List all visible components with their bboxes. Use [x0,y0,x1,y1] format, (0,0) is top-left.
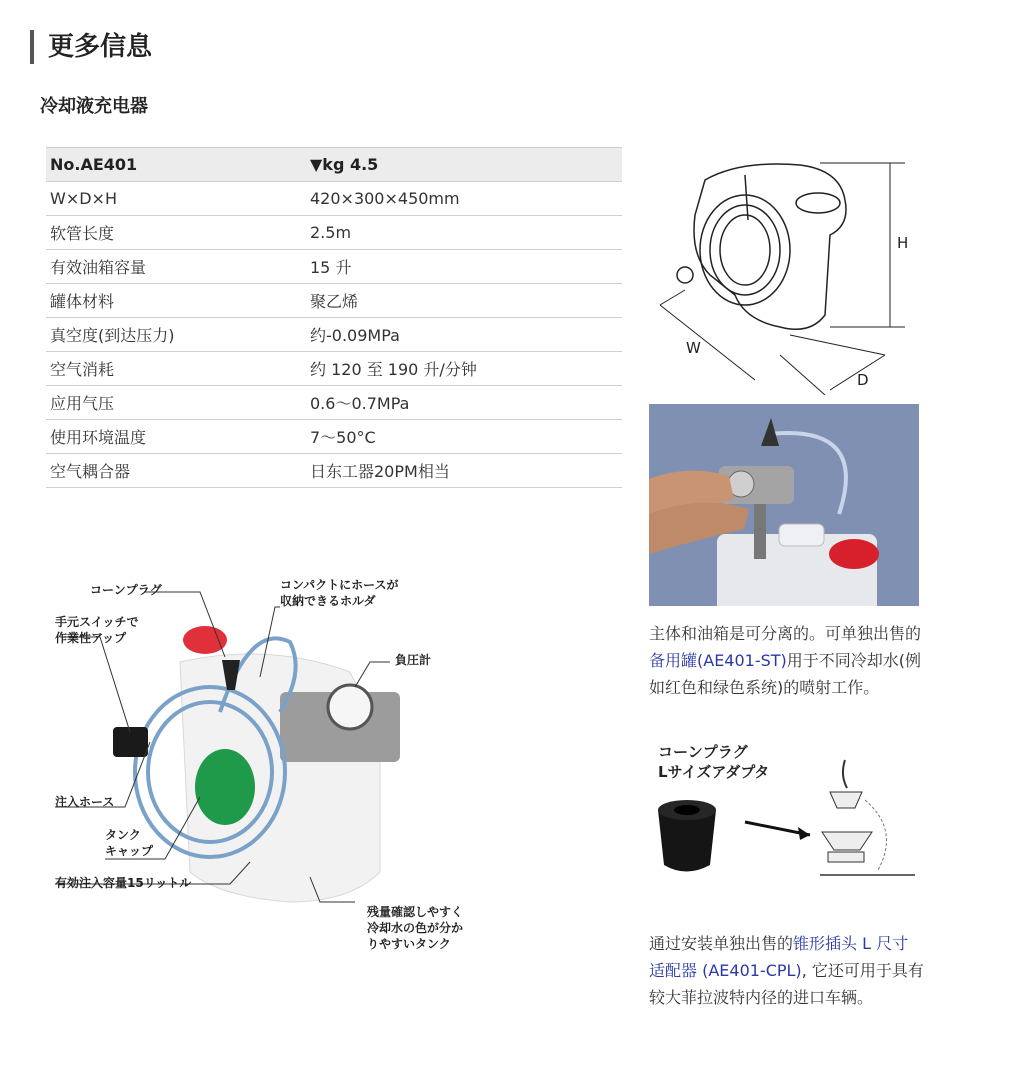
spec-value: 0.6～0.7MPa [306,386,622,420]
spec-label: 罐体材料 [46,284,306,318]
spec-row [46,250,622,284]
spec-value: 约-0.09MPa [306,318,622,352]
spec-row [46,352,622,386]
spec-label: 空气耦合器 [46,454,306,488]
caption1-post: 用于不同冷却水(例如红色和绿色系统)的喷射工作。 [649,651,922,697]
weight: ▼kg 4.5 [306,148,622,182]
adapter-label-1: コーンプラグ [658,743,748,761]
spec-value: 15 升 [306,250,622,284]
adapter-illustration [650,740,920,910]
spec-row [46,318,622,352]
model-number: No.AE401 [46,148,306,182]
caption2-pre: 通过安装单独出售的 [649,934,794,953]
spec-row [46,182,622,216]
spec-label: 有效油箱容量 [46,250,306,284]
spec-label: W×D×H [46,182,306,216]
section-title: 更多信息 [30,30,152,64]
product-photo [50,572,480,962]
spec-value: 日东工器20PM相当 [306,454,622,488]
label-capacity: 有効注入容量15リットル [55,876,192,890]
caption1-pre: 主体和油箱是可分离的。可单独出售的 [649,624,922,643]
spec-label: 应用气压 [46,386,306,420]
spec-value: 约 120 至 190 升/分钟 [306,352,622,386]
spec-value: 2.5m [306,216,622,250]
label-tank-cap: タンク キャップ [105,828,154,858]
label-hose: 注入ホース [55,795,115,809]
product-title: 冷却液充电器 [40,96,148,117]
label-cone-plug: コーンプラグ [90,583,162,597]
dim-d-label: D [857,371,869,389]
spare-tank-link[interactable]: 备用罐(AE401-ST) [649,651,787,670]
spec-row [46,284,622,318]
spec-label: 空气消耗 [46,352,306,386]
spec-table-header [46,148,622,182]
dim-w-label: W [686,339,701,357]
cone-plug-adapter-link[interactable]: 锥形插头 L 尺寸适配器 (AE401-CPL) [649,934,909,980]
caption-separable [649,620,924,701]
spec-row [46,216,622,250]
caption2-post: , 它还可用于具有较大菲拉波特内径的进口车辆。 [649,961,924,1007]
spec-label: 真空度(到达压力) [46,318,306,352]
spec-label: 软管长度 [46,216,306,250]
spec-table [46,147,622,488]
label-gauge: 負圧計 [395,653,432,667]
spec-row [46,454,622,488]
spec-label: 使用环境温度 [46,420,306,454]
spec-value: 420×300×450mm [306,182,622,216]
label-tank: 残量確認しやすく 冷却水の色が分か りやすいタンク [367,905,464,951]
spec-row [46,420,622,454]
label-holder: コンパクトにホースが 収納できるホルダ [280,578,399,608]
spec-row [46,386,622,420]
caption-adapter [649,930,924,1011]
adapter-label-2: Lサイズアダプタ [658,763,770,781]
dim-h-label: H [897,234,909,252]
spec-value: 7～50°C [306,420,622,454]
spec-value: 聚乙烯 [306,284,622,318]
separation-photo [649,404,919,606]
label-switch: 手元スイッチで 作業性アップ [55,615,139,645]
dimension-diagram [650,155,920,395]
